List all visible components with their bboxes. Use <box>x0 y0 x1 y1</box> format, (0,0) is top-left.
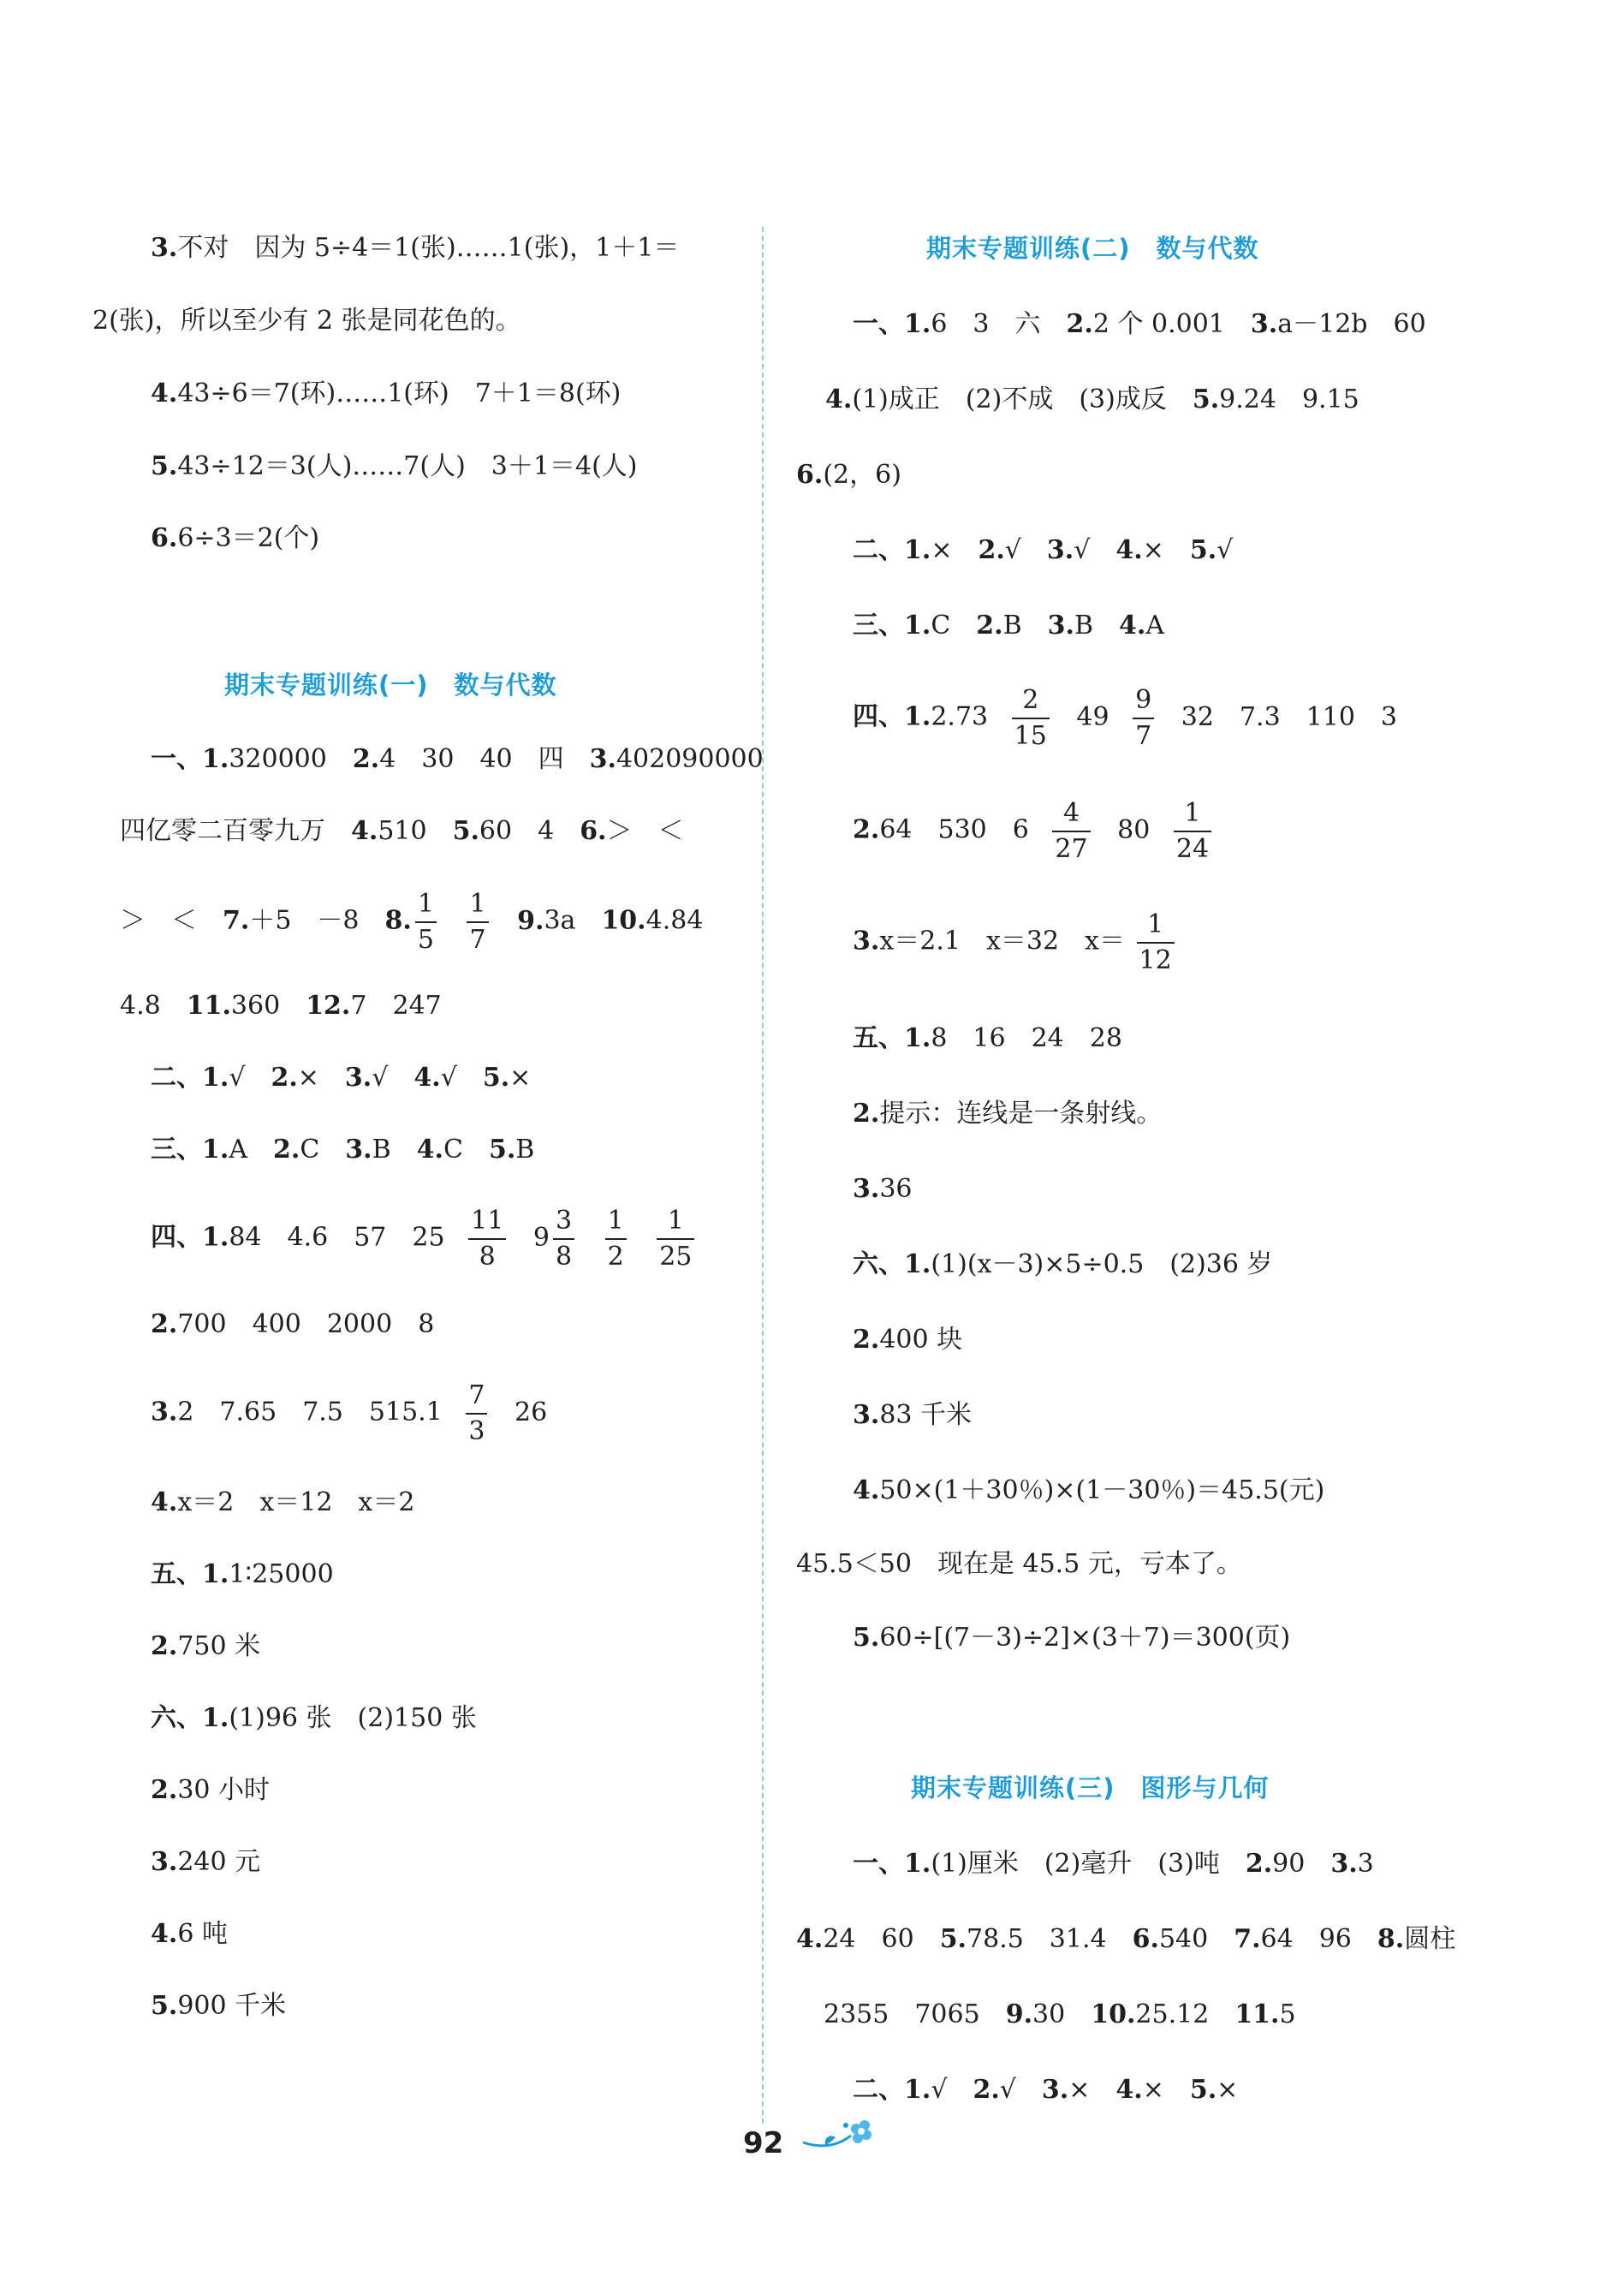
fraction: $\frac{1}{25}$ <box>657 1207 694 1270</box>
answer-line: 3.x＝2.1 x＝32 x＝ $\frac{1}{12}$ <box>853 911 1178 974</box>
column-divider <box>762 227 764 2124</box>
answer-line: 六、1.(1)(x－3)×5÷0.5 (2)36 岁 <box>853 1249 1273 1279</box>
answer-line: 4.x＝2 x＝12 x＝2 <box>151 1487 415 1517</box>
answer-line: 4.8 11.360 12.7 247 <box>120 991 442 1021</box>
fraction: $\frac{1}{5}$ <box>415 891 437 953</box>
answer-line: 5.43÷12＝3(人)……7(人) 3＋1＝4(人) <box>151 451 638 481</box>
answer-line: 2.提示：连线是一条射线。 <box>853 1099 1163 1129</box>
answer-line: 6.6÷3＝2(个) <box>151 523 320 553</box>
answer-line: 2.700 400 2000 8 <box>151 1309 435 1339</box>
answer-line: 45.5＜50 现在是 45.5 元，亏本了。 <box>796 1549 1242 1579</box>
answer-line: 四、1.2.73 $\frac{2}{15}$ 49 $\frac{9}{7}$ 32 7.3 110 3 <box>853 685 1398 751</box>
section-heading: 期末专题训练(二) 数与代数 <box>926 234 1259 263</box>
answer-line: 2.750 米 <box>151 1631 261 1661</box>
answer-line: 一、1.320000 2.4 30 40 四 3.402090000 <box>151 744 764 774</box>
answer-line: 3.2 7.65 7.5 515.1 $\frac{7}{3}$ 26 <box>151 1380 548 1446</box>
answer-line: 6.(2，6) <box>796 460 901 490</box>
fraction: $\frac{1}{24}$ <box>1174 800 1211 862</box>
section-heading: 期末专题训练(三) 图形与几何 <box>911 1773 1270 1802</box>
answer-line: 4.24 60 5.78.5 31.4 6.540 7.64 96 8.圆柱 <box>796 1924 1456 1954</box>
answer-line: 4.(1)成正 (2)不成 (3)成反 5.9.24 9.15 <box>825 384 1359 414</box>
answer-line: 二、1.√ 2.× 3.√ 4.√ 5.× <box>151 1063 532 1093</box>
answer-line: 一、1.(1)厘米 (2)毫升 (3)吨 2.90 3.3 <box>853 1849 1374 1879</box>
answer-line: 四亿零二百零九万 4.510 5.60 4 6.＞ ＜ <box>120 816 684 846</box>
fraction: $\frac{1}{2}$ <box>605 1207 627 1270</box>
answer-line: 5.900 千米 <box>151 1991 287 2021</box>
answer-line: 2(张)，所以至少有 2 张是同花色的。 <box>92 306 521 336</box>
answer-line: 2.30 小时 <box>151 1775 271 1805</box>
answer-line: 六、1.(1)96 张 (2)150 张 <box>151 1703 477 1733</box>
answer-line: 一、1.6 3 六 2.2 个 0.001 3.a－12b 60 <box>853 309 1426 339</box>
answer-line: 3.不对 因为 5÷4＝1(张)……1(张)，1＋1＝ <box>151 233 680 263</box>
answer-line: 二、1.× 2.√ 3.√ 4.× 5.√ <box>853 535 1234 565</box>
answer-line: 四、1.84 4.6 57 25 $\frac{11}{8}$ 9 $\frac{3}{8}$ $\frac{1}{2}$ $\frac{1}{25}$ <box>151 1207 698 1270</box>
answer-line: 五、1.1∶25000 <box>151 1559 334 1589</box>
fraction: $\frac{1}{12}$ <box>1137 911 1175 974</box>
fraction: $\frac{9}{7}$ <box>1133 687 1154 749</box>
answer-line: 3.36 <box>853 1174 913 1204</box>
answer-line: 4.43÷6＝7(环)……1(环) 7＋1＝8(环) <box>151 378 622 408</box>
page-number: 92 <box>743 2126 784 2160</box>
answer-line: 4.6 吨 <box>151 1919 228 1949</box>
answer-line: 2355 7065 9.30 10.25.12 11.5 <box>824 1999 1296 2029</box>
answer-line: 五、1.8 16 24 28 <box>853 1023 1122 1053</box>
answer-line: 2.400 块 <box>853 1325 963 1355</box>
answer-line: 2.64 530 6 $\frac{4}{27}$ 80 $\frac{1}{24}$ <box>853 800 1215 862</box>
answer-line: 三、1.C 2.B 3.B 4.A <box>853 611 1165 641</box>
section-heading: 期末专题训练(一) 数与代数 <box>224 670 557 700</box>
fraction: $\frac{11}{8}$ <box>468 1207 506 1270</box>
answer-line: ＞ ＜ 7.＋5 －8 8. $\frac{1}{5}$ $\frac{1}{7}$ 9.3a 10.4.84 <box>120 889 704 955</box>
answer-line: 三、1.A 2.C 3.B 4.C 5.B <box>151 1135 535 1165</box>
answer-line: 3.83 千米 <box>853 1400 973 1430</box>
answer-line: 二、1.√ 2.√ 3.× 4.× 5.× <box>853 2075 1239 2105</box>
fraction: $\frac{7}{3}$ <box>466 1382 487 1445</box>
fraction: $\frac{4}{27}$ <box>1052 800 1090 862</box>
answer-line: 5.60÷[(7－3)÷2]×(3＋7)＝300(页) <box>853 1623 1291 1653</box>
fraction: $\frac{1}{7}$ <box>467 891 488 953</box>
answer-line: 3.240 元 <box>151 1847 261 1877</box>
flower-icon <box>801 2117 878 2151</box>
fraction: $\frac{2}{15}$ <box>1012 687 1050 749</box>
answer-line: 4.50×(1＋30％)×(1－30％)＝45.5(元) <box>853 1475 1325 1505</box>
fraction: $\frac{3}{8}$ <box>553 1207 574 1270</box>
